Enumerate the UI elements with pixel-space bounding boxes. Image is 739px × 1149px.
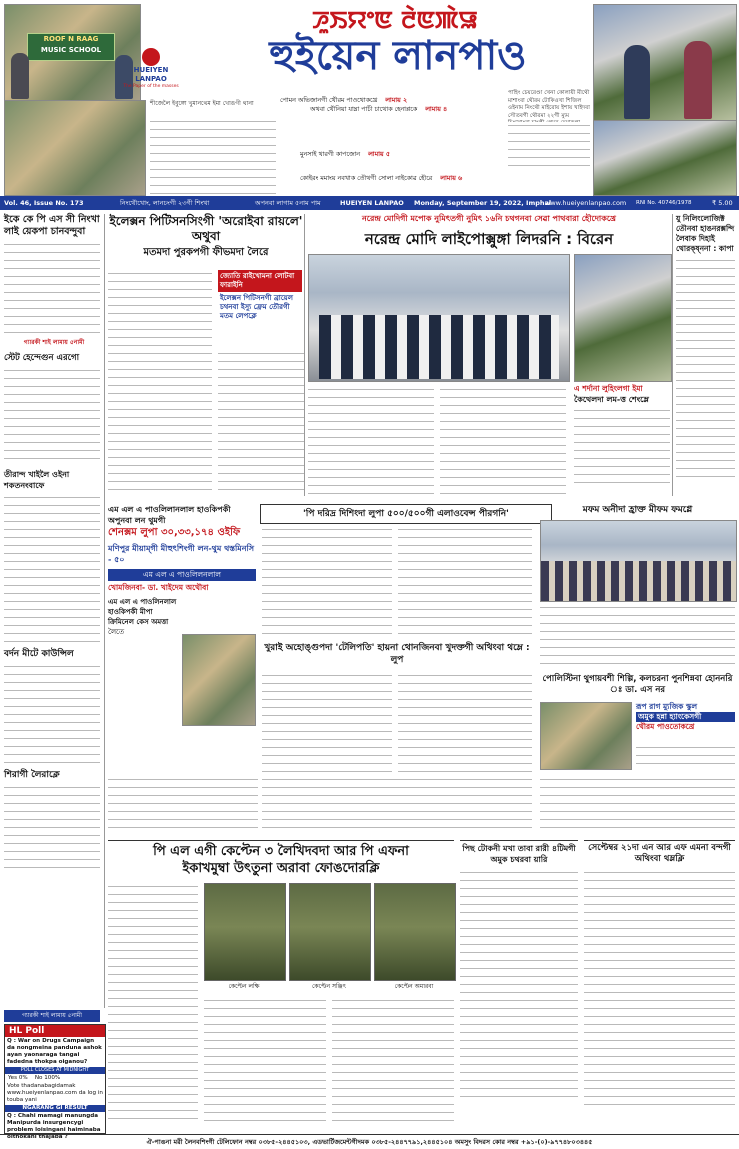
portrait-photo: [182, 634, 256, 726]
yes-percent: 0%: [18, 1075, 28, 1081]
soldier-caption: কেপ্টেন সঞ্জিৎ: [311, 983, 346, 990]
hl-poll: [4, 1024, 106, 1140]
article-text: [398, 526, 532, 638]
left-headline-4[interactable]: বর্দন মীটে কাউন্সিল: [4, 649, 74, 659]
bottom-right-story: [584, 840, 735, 1123]
right-middle: [540, 504, 735, 772]
soldier-photo: [289, 883, 371, 981]
teaser-page: লামায় ৫: [368, 151, 390, 158]
article-text: [204, 997, 326, 1121]
article-text: [4, 367, 100, 463]
soldier-caption: কেপ্টেন অমারবা: [394, 983, 434, 990]
protest-photo: [540, 520, 737, 602]
soldier-caption: কেপ্টেন লক্ষি: [228, 983, 260, 990]
pull-box: এম এল এ পাওলিলনলাল: [108, 569, 256, 581]
rni-number: RNI No. 40746/1978: [636, 200, 692, 206]
article-text: [584, 869, 735, 1109]
lead-story: [308, 214, 670, 496]
continued-marker[interactable]: গ্যারকী শাই লামায় ৫নামী: [23, 339, 85, 346]
inset-photo: [574, 254, 672, 382]
inset-title[interactable]: কৈথেলদা লম-ত্ত শেংম্লে: [574, 395, 649, 404]
crowd: [541, 561, 736, 601]
poll-closes: POLL CLOSES AT MIDNIGHT: [5, 1067, 105, 1074]
continued-box[interactable]: [4, 1010, 100, 1022]
bottom-mid-headline[interactable]: পিছ টোকনী মখা তাবা রারী ৪টিমগী অমুক চথরবা য়ারি: [462, 844, 576, 864]
right-box: [636, 702, 735, 742]
teaser-page: লামায় ৬: [440, 175, 463, 182]
teaser[interactable]: [300, 174, 600, 184]
dance-photo: [540, 702, 632, 770]
pull-red[interactable]: শেনক্সম লুপা ৩০,৩৩,১৭৪ ওইফি: [108, 527, 241, 538]
teaser-text: পোমন অভিজানগী থৌরম পাওথোকখ্রে: [280, 97, 378, 104]
masthead-title-bengali: হুইয়েন লানপাও: [269, 33, 527, 79]
people-row: [319, 315, 559, 379]
article-text: [636, 744, 735, 768]
bottom-headline-1[interactable]: পি এল এগী কেপ্টেন ৩ লৈখিদবদা আর পি এফনা: [153, 844, 409, 859]
website[interactable]: www.hueiyenlanpao.com: [545, 199, 627, 207]
poll-no-option[interactable]: [35, 1075, 60, 1081]
bottom-right-headline[interactable]: সেপ্টেম্বর ২১দা এন আর এফ এমনা বন্দগী অথিংবা থম্লক্লি: [588, 843, 731, 864]
english-date: Monday, September 19, 2022, Imphal: [414, 199, 552, 207]
paper-name: HUEIYEN LANPAO: [340, 199, 404, 207]
pull-black[interactable]: এম এল এ পাওলিলানলাল হাওকিপকী অপুনবা লন থুমগী: [108, 505, 231, 525]
pull-sub[interactable]: মণিপুর মীয়াম্গী মীহুৎশিংগী লন-থুম থস্তমিনসি - ৫০: [108, 544, 255, 564]
article-text: [4, 241, 100, 339]
person-silhouette: [684, 41, 712, 119]
right-box-line1: রূপ রাগ ম্যুজিক স্কুল: [636, 702, 698, 711]
issue-number: Vol. 46, Issue No. 173: [4, 199, 84, 207]
teaser-page: লামায় ৪: [425, 106, 448, 113]
article-text: [108, 776, 258, 834]
poll-options: [5, 1074, 105, 1083]
election-story: [108, 214, 305, 496]
pull-left-2: লৈতে: [108, 628, 125, 636]
teaser-photo-left: [4, 100, 146, 196]
price: ₹ 5.00: [712, 199, 733, 207]
top-right-teaser: পাহিং চেয়রেণ্ডা খেনা কোলায়ী মীথৌ মাশাংবা থৌরম টোকিওখা শিজিল ওইনাম নিংথৌ মাইরোয় ইশায় খাইদবা সৌতবগী থৌরমা ২২গী ম্যুম: [508, 90, 590, 119]
right-headline-2[interactable]: মফম অনীদা হ্রাক্ত মীফম ফমগ্লে: [582, 505, 693, 515]
right-column-top: [672, 214, 735, 496]
lead-headline[interactable]: নরেন্দ্র মোদি লাইপোক্সুঙ্গা লিদরনি : বিরেন: [364, 230, 614, 248]
right-box-line2: অমুক হন্না হ্যাংকেসগী: [636, 712, 735, 722]
middle-slogan[interactable]: [260, 504, 552, 524]
right-headline-3[interactable]: পোলিস্টিনা থুগায়বশী শিল্পি, কলচরনা পুনশিন্নবা হোননরি ঃ ডা. এস নর: [542, 674, 733, 695]
logo-circle: [142, 48, 160, 66]
article-text: [108, 270, 212, 494]
lead-photo: [308, 254, 570, 382]
poll-yes-option[interactable]: [8, 1075, 28, 1081]
article-text: [218, 350, 304, 494]
soldier-photo: [374, 883, 456, 981]
left-headline-3[interactable]: তীরান্দ খাইলৈ ওইনা শকতনংবাফে: [4, 470, 70, 490]
caption-line: শীজেলৈ ইবুঙ্গো খুমানথেম: [150, 100, 211, 107]
teaser-photo-left-caption: [150, 118, 276, 194]
no-label: No: [34, 1075, 43, 1081]
bottom-headline-2[interactable]: ইকাখমুম্বা উৎতুনা অরাবা ফোঙদোরক্লি: [182, 861, 380, 876]
left-headline-5[interactable]: শিরাগী লৈরাক্লে: [4, 770, 60, 780]
soldier-photos: [204, 883, 454, 993]
pull-box-red: জ্যোতি রাইখোমনা লোটবা ফারাইনি: [218, 270, 302, 292]
article-text: [676, 257, 735, 477]
left-column: [4, 214, 105, 1008]
continued-label: গ্যারকী শাই লামায় ৫নামী: [22, 1012, 82, 1019]
article-text: [4, 784, 100, 874]
right-headline-1[interactable]: যু নিলিংলোজিক্ট তৌনবা হাঙনরক্সন্দি লৈবাক দিহাই থোরক্ষ্ননা : কাপা: [676, 214, 735, 253]
poll-result-question: Q : Chahi mamagi manungda Manipurda insurgencygi problem loisingani haiminaba oithokani thajaba ?: [7, 1113, 101, 1140]
article-text: [262, 776, 532, 834]
person-silhouette: [11, 53, 29, 99]
article-text: [460, 869, 578, 1099]
article-text: [262, 526, 392, 638]
left-headline-2[interactable]: স্টেট হেন্দেগুন এরগো: [4, 353, 80, 363]
lead-kicker[interactable]: নরেন্দ্র মোদিগী মপোক নুমিৎতগী নুমিৎ ১৬নি চথগনবা সেৱা পাথবারা হৌদোকখ্রে: [362, 214, 616, 223]
article-text: [332, 997, 454, 1121]
teaser-photo-right: [593, 120, 737, 196]
election-pull-box: [218, 270, 302, 346]
article-text: [308, 386, 434, 494]
left-headline-1[interactable]: ইকে কে পি এস সী নিংখা লাই য়েকপা চানবন্দুবা: [4, 214, 100, 237]
poll-vote-instructions[interactable]: Vote thadanabagidamak www.hueiyenlanpao.com da log in touba yani: [7, 1083, 103, 1103]
teaser-text: কোইরং মমাংয় নবখাক তৌথগী সোলা নাইকোৱ হৌরে: [300, 175, 433, 182]
logo-text: HUEIYEN LANPAO: [133, 66, 169, 83]
info-bar: [0, 196, 739, 210]
top-right-photo: [593, 4, 737, 121]
article-text: [262, 672, 392, 772]
inset-story: [574, 384, 670, 494]
logo: [120, 48, 182, 96]
pages-info: অপনবা লাগাম ৫নাম পাম: [255, 199, 321, 207]
slogan-text: 'পি দরিদ্র দিশিংদা লুপা ৫০০/৫০০গী এলাওবেন্স পীরগনি': [303, 509, 509, 519]
no-percent: 100%: [44, 1075, 61, 1081]
article-text: [440, 386, 566, 494]
election-headline[interactable]: ইলেক্সন পিটিসনসিংগী 'অরোইবা রায়লে' অথুবা: [109, 214, 303, 243]
banner-line1: ROOF N RAAG: [43, 35, 99, 43]
yes-label: Yes: [8, 1075, 18, 1081]
footer: ঐ-পাঙনা মরী লৈনবশিংগী টেলিফোন নম্বর ০৩৮৫-২৪৪৫১০৩, এডভার্টিজমেন্টগীদমক ০৩৮৫-২৪৪৭৭৯১,২৪৪৫১০৪ অমসুং বিদরস কোর নম্বর +৯১-(০)-৯৭৭৪৮০৩৪৪৫: [0, 1134, 739, 1149]
bottom-story: [108, 840, 454, 1123]
local-date: নিংথৌখোং, লানচংগী ২৩গী শিংখা: [120, 199, 210, 207]
banner-line2: MUSIC SCHOOL: [40, 46, 102, 54]
telefatey-headline[interactable]: খুরাই অহোঙ্গুপদা 'টেলিপতি' হায়না থোনজিনবা খুদক্তগী অথিংবা থম্লে : লুপ: [264, 643, 530, 665]
teaser-photo-right-caption: [508, 122, 590, 172]
top-left-caption: [150, 100, 276, 116]
teaser-text: মুনসাই থারগী কাপজোন: [300, 151, 361, 158]
poll-question: Q : War on Drugs Campaign da nongmeina panduna ashok ayan yaonaraga tangai fadedna thokpa oiganou?: [7, 1038, 102, 1065]
logo-tagline: The Paper of the masses: [123, 84, 179, 89]
pull-left-1: এম এল এ পাওলিনলাল হাওকিপকী মীপা ক্রিমিনেল কেস অমত্তা: [108, 598, 177, 626]
masthead-title-meetei: ꯍꯨꯏꯌꯦꯟ ꯂꯥꯟꯄꯥꯎ: [312, 5, 478, 34]
person-silhouette: [624, 45, 650, 119]
caption-line: ইমা খোঙগী থানা: [212, 100, 254, 107]
article-text: [540, 776, 735, 834]
article-text: [574, 407, 670, 487]
pull-quote-block: [108, 504, 256, 772]
banner: [27, 33, 115, 61]
pull-box-blue: ইলেক্সন পিটিসনগী ব্রায়েল চথনবা ইস্যু ফ্রেম তৌরগী মতম লেপক্লে: [220, 294, 293, 320]
pull-side: খোমজিনবা- ডা. খাইদেম অথৌবা: [108, 583, 209, 592]
teaser-page: লামায় ২: [385, 97, 408, 104]
poll-title: HL Poll: [5, 1025, 105, 1037]
article-text: [4, 663, 100, 763]
article-text: [540, 604, 735, 670]
teaser-text: অথবা থৌনিয়া যাম্না পাচী চাথোক হেনাপ্লকে: [310, 106, 418, 113]
teaser[interactable]: [300, 150, 540, 160]
election-subheadline[interactable]: মতমদা পুরকপগী ফীভমদা লৈরে: [143, 247, 269, 258]
article-text: [108, 883, 198, 1121]
poll-result-title: NGARANG GI RESULT: [5, 1105, 105, 1112]
bottom-mid-story: [460, 840, 578, 1123]
article-text: [4, 494, 100, 642]
article-text: [398, 672, 532, 772]
soldier-photo: [204, 883, 286, 981]
right-box-line3: থৌরম পাওতোকখ্রে: [636, 722, 695, 731]
inset-kicker[interactable]: এ শর্দানা লুহিংলগা ইমা: [574, 384, 643, 393]
telefatey-story: [262, 642, 532, 772]
